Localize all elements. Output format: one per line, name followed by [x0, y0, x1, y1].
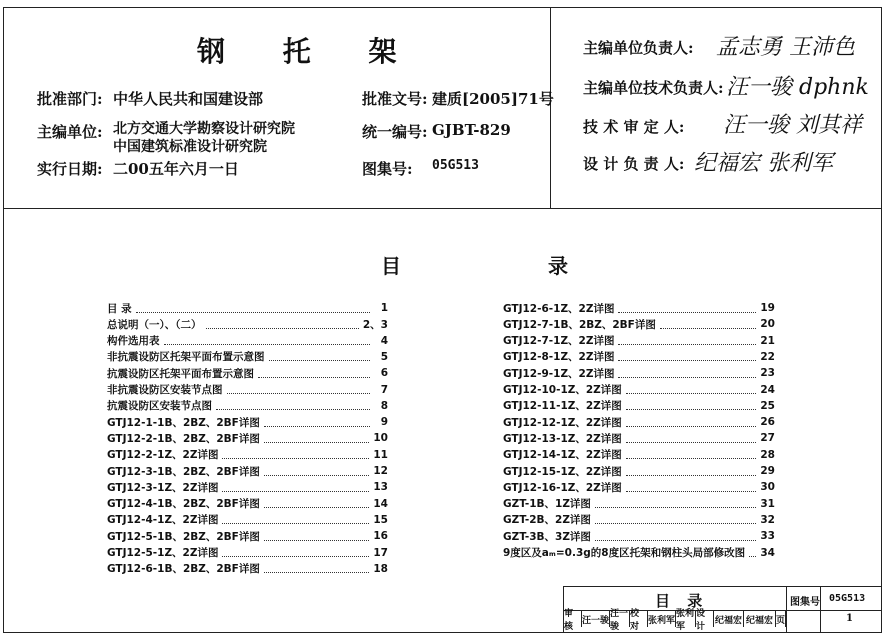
toc-entry: [503, 349, 775, 365]
toc-entry: [503, 430, 775, 446]
toc-leader-dots: [626, 483, 757, 492]
toc-entry-label: GZT-3B、3Z详图: [503, 530, 591, 543]
title-block-divider-2: [820, 586, 821, 633]
tech-head-signature: 汪一骏 dphnk: [726, 75, 869, 100]
toc-leader-dots: [222, 483, 369, 492]
toc-entry-page: 21: [760, 334, 775, 347]
unit-head-signature: 孟志勇 王沛色: [716, 35, 855, 60]
toc-entry-page: 15: [373, 513, 388, 526]
signoff-cell: 张利军: [676, 609, 695, 632]
toc-entry-page: 27: [760, 432, 775, 445]
toc-entry-label: 构件选用表: [107, 335, 160, 348]
title-block-atlas-label: 图集号: [790, 597, 820, 608]
toc-entry-label: GTJ12-3-1B、2BZ、2BF详图: [107, 465, 260, 478]
toc-entry: [503, 414, 775, 430]
toc-entry-label: GTJ12-16-1Z、2Z详图: [503, 481, 622, 494]
toc-entry-label: GTJ12-15-1Z、2Z详图: [503, 465, 622, 478]
design-signature: 纪福宏 张利军: [694, 151, 833, 176]
toc-entry-label: GTJ12-7-1Z、2Z详图: [503, 335, 615, 348]
toc-leader-dots: [626, 467, 757, 476]
page-title: 钢 托 架: [197, 35, 421, 68]
toc-entry: [107, 333, 388, 349]
toc-entry-label: GZT-2B、2Z详图: [503, 514, 591, 527]
toc-leader-dots: [216, 401, 370, 410]
toc-entry-label: GTJ12-5-1Z、2Z详图: [107, 547, 219, 559]
toc-entry-label: 9度区及aₘ=0.3g的8度区托架和钢柱头局部修改图: [503, 547, 746, 559]
toc-entry-label: GTJ12-4-1B、2BZ、2BF详图: [107, 498, 260, 511]
toc-entry-page: 24: [760, 383, 775, 396]
toc-leader-dots: [626, 450, 757, 459]
toc-entry-label: GTJ12-10-1Z、2Z详图: [503, 384, 622, 396]
toc-leader-dots: [618, 304, 756, 313]
toc-entry: [503, 545, 775, 561]
toc-entry-page: 16: [373, 530, 388, 543]
tech-head-label: 主编单位技术负责人:: [583, 79, 724, 97]
toc-entry-page: 2、3: [362, 318, 388, 331]
toc-entry-page: 11: [373, 448, 388, 461]
toc-entry-label: GTJ12-7-1B、2BZ、2BF详图: [503, 318, 656, 331]
title-block-page-value: 1: [846, 613, 853, 624]
toc-leader-dots: [206, 320, 359, 329]
signoff-cell: 审核: [564, 611, 582, 627]
toc-entry: [503, 365, 775, 381]
toc-entry-label: GTJ12-6-1B、2BZ、2BF详图: [107, 563, 260, 576]
toc-entry: [107, 414, 388, 430]
toc-entry-page: 12: [373, 465, 388, 477]
toc-entry-label: GZT-1B、1Z详图: [503, 498, 591, 511]
toc-entry-page: 22: [760, 350, 775, 363]
toc-entry: [503, 479, 775, 495]
toc-entry: [107, 479, 388, 495]
toc-leader-dots: [222, 515, 369, 524]
toc-entry-label: GTJ12-14-1Z、2Z详图: [503, 449, 622, 462]
toc-entry: [503, 300, 775, 316]
toc-entry: [107, 349, 388, 365]
approval-dept-label: 批准部门:: [37, 90, 103, 108]
toc-leader-dots: [626, 418, 757, 427]
toc-entry: [107, 545, 388, 561]
toc-entry-page: 33: [760, 530, 775, 543]
toc-entry: [107, 430, 388, 446]
toc-entry: [107, 398, 388, 414]
toc-entry: [107, 463, 388, 479]
atlas-no-label: 图集号:: [362, 160, 413, 178]
effective-date-value: 二00五年六月一日: [113, 160, 239, 178]
signoff-cell: 纪福宏: [714, 611, 744, 627]
toc-entry-page: 17: [373, 546, 388, 559]
signoff-cell: 汪一骏: [610, 609, 629, 632]
toc-entry-page: 30: [760, 481, 775, 494]
toc-entry: [107, 300, 388, 316]
toc-entry: [107, 496, 388, 512]
toc-entry-page: 10: [373, 432, 388, 445]
toc-leader-dots: [264, 418, 370, 427]
toc-leader-dots: [264, 467, 370, 476]
signoff-cell: 校对: [630, 611, 648, 627]
toc-entry: [503, 496, 775, 512]
signoff-cell: 汪一骏: [582, 611, 610, 627]
unified-no-value: GJBT-829: [432, 121, 511, 139]
toc-entry-page: 1: [380, 302, 388, 314]
toc-leader-dots: [618, 352, 756, 361]
toc-entry-page: 29: [760, 465, 775, 477]
approval-doc-value: 建质[2005]71号: [432, 90, 554, 108]
toc-leader-dots: [269, 352, 371, 361]
toc-leader-dots: [749, 548, 756, 557]
toc-entry: [503, 463, 775, 479]
toc-entry-page: 8: [380, 399, 388, 412]
toc-entry-page: 28: [760, 448, 775, 461]
toc-entry-label: 抗震设防区托架平面布置示意图: [107, 367, 254, 380]
toc-entry-label: GTJ12-2-1Z、2Z详图: [107, 449, 219, 462]
toc-entry-label: GTJ12-8-1Z、2Z详图: [503, 351, 615, 364]
toc-entry-page: 9: [380, 416, 388, 429]
toc-entry-label: GTJ12-11-1Z、2Z详图: [503, 400, 622, 413]
toc-leader-dots: [595, 515, 756, 524]
toc-entry-label: 目 录: [107, 302, 132, 315]
toc-leader-dots: [660, 320, 757, 329]
toc-entry: [503, 528, 775, 544]
title-block-top: [563, 586, 882, 587]
toc-leader-dots: [264, 532, 370, 541]
toc-entry-page: 34: [760, 546, 775, 559]
toc-entry-page: 25: [760, 399, 775, 412]
toc-entry-label: GTJ12-12-1Z、2Z详图: [503, 416, 622, 429]
toc-entry: [503, 447, 775, 463]
signoff-cell: 纪福宏: [744, 611, 776, 627]
toc-leader-dots: [618, 336, 756, 345]
toc-entry-label: GTJ12-1-1B、2BZ、2BF详图: [107, 416, 260, 429]
toc-entry-page: 6: [380, 367, 388, 380]
toc-entry: [503, 316, 775, 332]
editor-unit-line2: 中国建筑标准设计研究院: [113, 139, 267, 155]
toc-leader-dots: [595, 532, 756, 541]
toc-entry-label: GTJ12-3-1Z、2Z详图: [107, 481, 219, 494]
signoff-cell: 张利军: [648, 611, 676, 627]
toc-entry-page: 19: [760, 302, 775, 314]
effective-date-label: 实行日期:: [37, 160, 103, 178]
editor-unit-label: 主编单位:: [37, 123, 103, 141]
toc-leader-dots: [227, 385, 371, 394]
approval-doc-label: 批准文号:: [362, 90, 428, 108]
toc-leader-dots: [222, 548, 369, 557]
toc-entry-page: 18: [373, 562, 388, 575]
toc-entry-page: 7: [380, 383, 388, 396]
toc-entry-page: 4: [380, 334, 388, 347]
signoff-cell: 设计: [696, 611, 714, 627]
atlas-no-value: 05G513: [432, 158, 479, 173]
design-label: 设 计 负 责 人:: [583, 155, 685, 173]
toc-leader-dots: [258, 369, 370, 378]
review-label: 技 术 审 定 人:: [583, 118, 685, 136]
approval-dept-value: 中华人民共和国建设部: [113, 90, 264, 108]
unified-no-label: 统一编号:: [362, 123, 428, 141]
toc-entry-label: GTJ12-2-1B、2BZ、2BF详图: [107, 432, 260, 445]
toc-entry-page: 5: [380, 350, 388, 363]
toc-entry-page: 20: [760, 318, 775, 331]
review-signature: 汪一骏 刘其祥: [723, 113, 862, 138]
toc-entry-label: GTJ12-13-1Z、2Z详图: [503, 432, 622, 445]
toc-leader-dots: [595, 499, 756, 508]
toc-entry-page: 26: [760, 416, 775, 429]
toc-entry-label: 非抗震设防区托架平面布置示意图: [107, 351, 265, 364]
toc-leader-dots: [264, 434, 370, 443]
toc-leader-dots: [264, 564, 370, 573]
toc-leader-dots: [136, 304, 370, 313]
toc-leader-dots: [264, 499, 370, 508]
toc-title: 目 录: [381, 254, 638, 278]
toc-entry: [107, 528, 388, 544]
toc-entry: [107, 316, 388, 332]
toc-entry: [107, 447, 388, 463]
unit-head-label: 主编单位负责人:: [583, 39, 694, 57]
toc-leader-dots: [618, 369, 756, 378]
toc-entry: [503, 398, 775, 414]
signoff-cell: 页: [776, 611, 786, 627]
toc-entry: [107, 382, 388, 398]
editor-unit-line1: 北方交通大学勘察设计研究院: [113, 121, 295, 137]
toc-entry: [503, 333, 775, 349]
toc-entry-label: GTJ12-4-1Z、2Z详图: [107, 514, 219, 527]
toc-entry: [107, 561, 388, 577]
toc-entry: [107, 365, 388, 381]
toc-entry-label: GTJ12-6-1Z、2Z详图: [503, 302, 615, 315]
toc-entry-label: 总说明（一）、（二）: [107, 318, 202, 331]
toc-entry: [503, 382, 775, 398]
toc-entry-page: 32: [760, 513, 775, 526]
toc-entry-page: 31: [760, 497, 775, 510]
toc-entry-page: 13: [373, 481, 388, 494]
toc-leader-dots: [222, 450, 369, 459]
toc-leader-dots: [164, 336, 371, 345]
toc-entry-label: 抗震设防区安装节点图: [107, 400, 212, 413]
toc-entry-page: 14: [373, 497, 388, 510]
toc-leader-dots: [626, 434, 757, 443]
title-block-name: 目 录: [655, 592, 709, 610]
toc-entry-label: GTJ12-5-1B、2BZ、2BF详图: [107, 530, 260, 543]
toc-leader-dots: [626, 385, 757, 394]
title-block-divider-1: [786, 586, 787, 633]
title-block-atlas-value: 05G513: [829, 593, 866, 604]
toc-entry: [107, 512, 388, 528]
header-divider: [3, 208, 882, 209]
toc-leader-dots: [626, 401, 757, 410]
toc-entry-label: GTJ12-9-1Z、2Z详图: [503, 367, 615, 380]
toc-entry-page: 23: [760, 367, 775, 380]
toc-entry: [503, 512, 775, 528]
toc-entry-label: 非抗震设防区安装节点图: [107, 384, 223, 396]
